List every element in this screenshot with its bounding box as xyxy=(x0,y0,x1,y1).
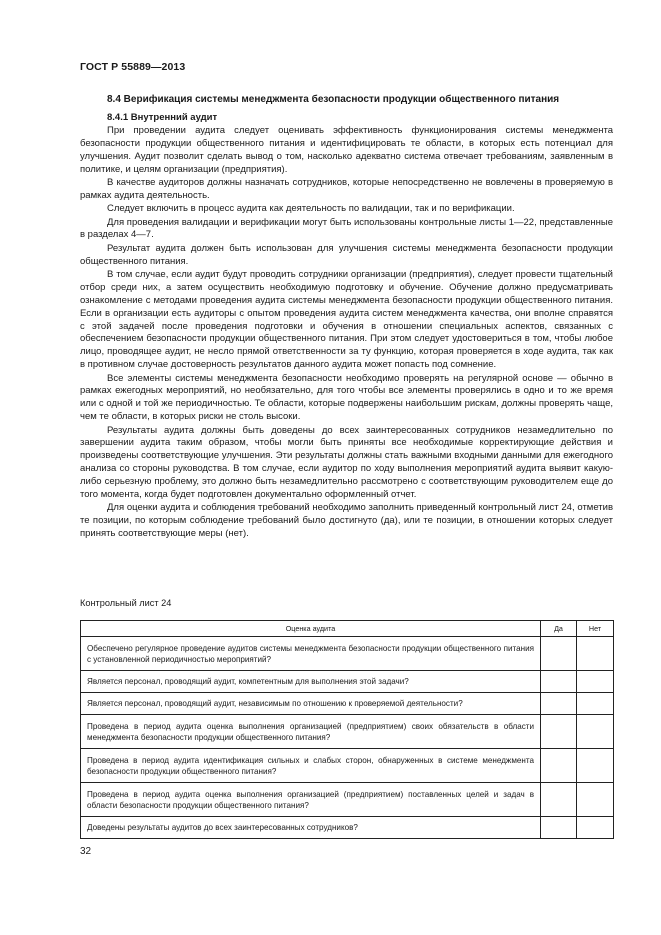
no-cell[interactable] xyxy=(577,817,614,839)
checklist-question: Проведена в период аудита оценка выполнения организацией (предприятием) своих обязательств в области менеджмента безопасности продукции общественного питания? xyxy=(81,715,541,749)
table-row xyxy=(81,783,614,817)
page-number: 32 xyxy=(80,846,92,857)
checklist-question: Проведена в период аудита идентификация сильных и слабых сторон, обнаруженных в системе менеджмента безопасности продукции общественного питания? xyxy=(81,749,541,783)
paragraph: Следует включить в процесс аудита как деятельность по валидации, так и по верификации. xyxy=(107,203,515,215)
section-title: 8.4 Верификация системы менеджмента безопасности продукции общественного питания xyxy=(107,94,560,105)
checklist-question: Доведены результаты аудитов до всех заинтересованных сотрудников? xyxy=(81,817,541,839)
no-cell[interactable] xyxy=(577,693,614,715)
table-row xyxy=(81,693,614,715)
checklist-question: Является персонал, проводящий аудит, независимым по отношению к проверяемой деятельности? xyxy=(81,693,541,715)
yes-cell[interactable] xyxy=(541,783,577,817)
paragraph: В том случае, если аудит будут проводить сотрудники организации (предприятия), следует провести тщательный отбор среди них, а затем осуществить необходимую подготовку и обучение. Обучение должно предусматривать ознакомление с методами проведения аудита системы менеджмента безопасности продукции общественного питания. Если в организации есть аудиторы с опытом проведения аудита систем менеджмента качества, они вполне справятся с этой задачей после проведения подготовки и обучения в отношении специальных аспектов, связанных с обеспечением безопасности продукции общественного питания. При этом следует удостовериться в том, чтобы любое лицо, проводящее аудит, не несло прямой ответственности за ту функцию, которая проверяется в ходе аудита, так как в противном случае достоверность результатов данного аудита может попасть под сомнение. xyxy=(80,268,613,371)
paragraph: Результаты аудита должны быть доведены до всех заинтересованных сотрудников незамедлительно по завершении аудита таким образом, чтобы могли быть приняты все необходимые корректирующие действия и произведены соответствующие улучшения. Эти результаты должны стать важными входными данными для ежегодного анализа со стороны руководства. В том случае, если аудитор по ходу выполнения мероприятий аудита выявит какую-либо серьезную проблему, это должно быть незамедлительно рассмотрено с соответствующим руководителем еще до того момента, когда будет подготовлен документально оформленный отчет. xyxy=(80,424,613,501)
no-cell[interactable] xyxy=(577,783,614,817)
table-header-row xyxy=(81,621,614,637)
standard-header: ГОСТ Р 55889—2013 xyxy=(80,61,186,73)
paragraph: Для проведения валидации и верификации могут быть использованы контрольные листы 1—22, представленные в разделах 4—7. xyxy=(80,216,613,241)
table-row xyxy=(81,637,614,671)
checklist-question: Обеспечено регулярное проведение аудитов системы менеджмента безопасности продукции общественного питания с установленной периодичностью мероприятий? xyxy=(81,637,541,671)
no-cell[interactable] xyxy=(577,637,614,671)
column-header-yes: Да xyxy=(541,621,577,637)
paragraph: Все элементы системы менеджмента безопасности необходимо проверять на регулярной основе — обычно в рамках ежегодных мероприятий, но необязательно, для того чтобы все элементы проверялись в одно и то же время или с одной и той же периодичностью. Те области, которые подвержены наибольшим рискам, должны проверять чаще, чем те области, в которых риски не столь высоки. xyxy=(80,372,613,423)
column-header-no: Нет xyxy=(577,621,614,637)
paragraph: Для оценки аудита и соблюдения требований необходимо заполнить приведенный контрольный лист 24, отметив те позиции, по которым соблюдение требований было достигнуто (да), или те позиции, в отношении которых следует принять соответствующие меры (нет). xyxy=(80,502,613,540)
paragraph: В качестве аудиторов должны назначать сотрудников, которые непосредственно не вовлечены в проверяемую в рамках аудита деятельность. xyxy=(80,177,613,201)
yes-cell[interactable] xyxy=(541,817,577,839)
no-cell[interactable] xyxy=(577,715,614,749)
table-row xyxy=(81,671,614,693)
column-header-question: Оценка аудита xyxy=(81,621,541,637)
yes-cell[interactable] xyxy=(541,671,577,693)
yes-cell[interactable] xyxy=(541,715,577,749)
table-row xyxy=(81,749,614,783)
no-cell[interactable] xyxy=(577,749,614,783)
checklist-question: Проведена в период аудита оценка выполнения организацией (предприятием) поставленных целей и задач в области безопасности продукции общественного питания? xyxy=(81,783,541,817)
table-row xyxy=(81,817,614,839)
subsection-title: 8.4.1 Внутренний аудит xyxy=(107,112,218,123)
paragraph: Результат аудита должен быть использован для улучшения системы менеджмента безопасности продукции общественного питания. xyxy=(80,242,613,267)
checklist-caption: Контрольный лист 24 xyxy=(80,598,172,608)
paragraph: При проведении аудита следует оценивать эффективность функционирования системы менеджмента безопасности продукции общественного питания и идентифицировать те области, в которых есть потенциал для улучшения. Аудит позволит сделать вывод о том, насколько адекватно система отвечает требованиям, заявленным в политике, и целям организации (предприятия). xyxy=(80,125,613,175)
checklist-table xyxy=(80,620,614,839)
yes-cell[interactable] xyxy=(541,693,577,715)
table-row xyxy=(81,715,614,749)
yes-cell[interactable] xyxy=(541,749,577,783)
no-cell[interactable] xyxy=(577,671,614,693)
body-text xyxy=(80,125,613,542)
yes-cell[interactable] xyxy=(541,637,577,671)
checklist-question: Является персонал, проводящий аудит, компетентным для выполнения этой задачи? xyxy=(81,671,541,693)
